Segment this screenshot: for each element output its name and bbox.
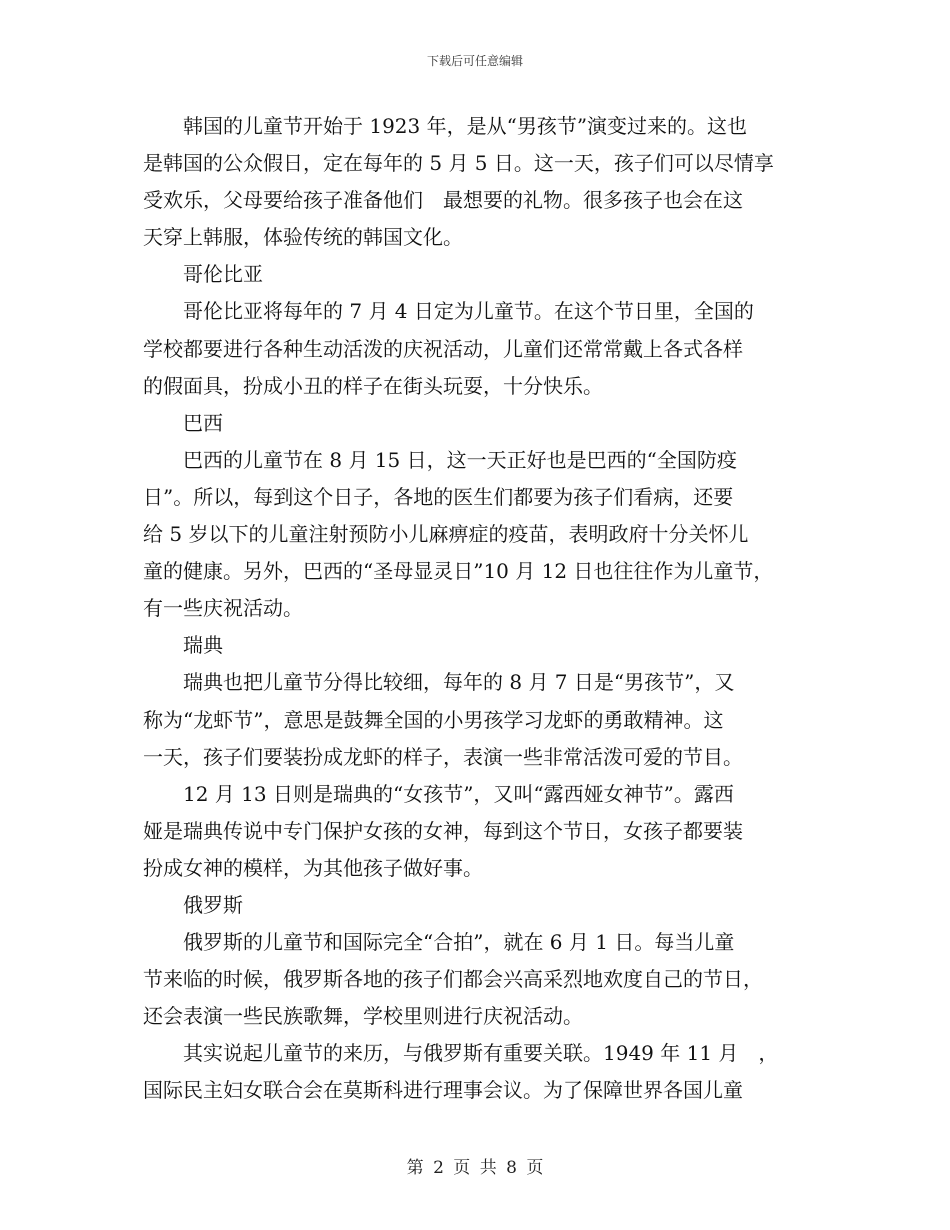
text-line: 童的健康。另外，巴西的“圣母显灵日”10 月 12 日也往往作为儿童节，: [143, 559, 774, 584]
text-line: 节来临的时候，俄罗斯各地的孩子们都会兴高采烈地欢度自己的节日，: [143, 967, 763, 992]
section-heading-sweden: 瑞典: [143, 633, 223, 658]
text-line: 有一些庆祝活动。: [143, 596, 303, 621]
text-line: 一天，孩子们要装扮成龙虾的样子，表演一些非常活泼可爱的节目。: [143, 744, 743, 769]
text-line: 的假面具，扮成小丑的样子在街头玩耍，十分快乐。: [143, 373, 603, 398]
text-line: 还会表演一些民族歌舞，学校里则进行庆祝活动。: [143, 1004, 583, 1029]
text-line: 扮成女神的模样，为其他孩子做好事。: [143, 855, 483, 880]
document-body: [143, 108, 823, 1110]
page-number-footer: 第 2 页 共 8 页: [406, 1158, 544, 1178]
text-line: 受欢乐，父母要给孩子准备他们 最想要的礼物。很多孩子也会在这: [143, 188, 743, 213]
text-line: 巴西的儿童节在 8 月 15 日，这一天正好也是巴西的“全国防疫: [143, 447, 737, 472]
section-heading-russia: 俄罗斯: [143, 892, 243, 917]
text-line: 俄罗斯的儿童节和国际完全“合拍”，就在 6 月 1 日。每当儿童: [143, 930, 735, 955]
page-header: 下载后可任意编辑: [426, 54, 523, 68]
text-line: 国际民主妇女联合会在莫斯科进行理事会议。为了保障世界各国儿童: [143, 1078, 743, 1103]
text-line: 天穿上韩服，体验传统的韩国文化。: [143, 225, 463, 250]
text-line: 哥伦比亚将每年的 7 月 4 日定为儿童节。在这个节日里，全国的: [143, 299, 754, 324]
text-line: 其实说起儿童节的来历，与俄罗斯有重要关联。1949 年 11 月 ，: [143, 1041, 779, 1066]
text-line: 是韩国的公众假日，定在每年的 5 月 5 日。这一天，孩子们可以尽情享: [143, 151, 774, 176]
text-line: 12 月 13 日则是瑞典的“女孩节”，又叫“露西娅女神节”。露西: [143, 781, 734, 806]
section-heading-colombia: 哥伦比亚: [143, 262, 263, 287]
text-line: 称为“龙虾节”，意思是鼓舞全国的小男孩学习龙虾的勇敢精神。这: [143, 707, 724, 732]
text-line: 娅是瑞典传说中专门保护女孩的女神，每到这个节日，女孩子都要装: [143, 818, 743, 843]
text-line: 日”。所以，每到这个日子，各地的医生们都要为孩子们看病，还要: [143, 484, 734, 509]
section-heading-brazil: 巴西: [143, 410, 223, 435]
text-line: 瑞典也把儿童节分得比较细，每年的 8 月 7 日是“男孩节”，又: [143, 670, 735, 695]
text-line: 韩国的儿童节开始于 1923 年，是从“男孩节”演变过来的。这也: [143, 114, 748, 138]
text-line: 学校都要进行各种生动活泼的庆祝活动，儿童们还常常戴上各式各样: [143, 336, 743, 361]
text-line: 给 5 岁以下的儿童注射预防小儿麻痹症的疫苗，表明政府十分关怀儿: [143, 522, 749, 547]
